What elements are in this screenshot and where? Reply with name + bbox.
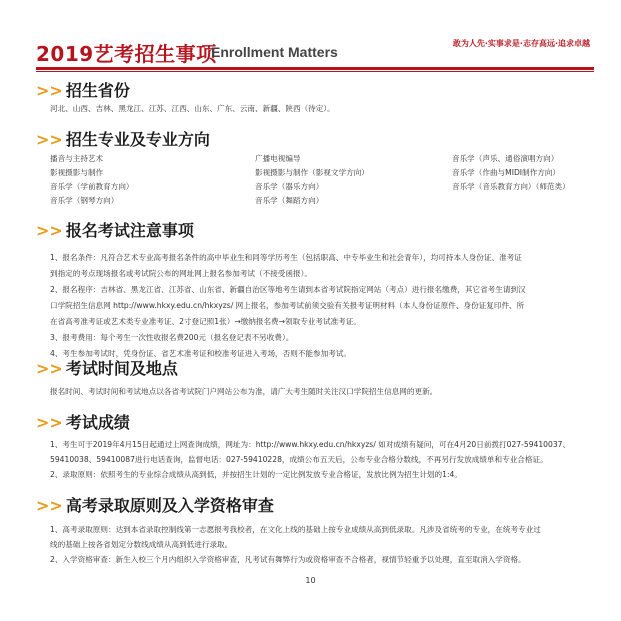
header-divider-thin bbox=[36, 71, 594, 72]
page-number: 10 bbox=[305, 576, 316, 585]
section-heading-schedule bbox=[36, 356, 178, 379]
provinces-text bbox=[50, 101, 600, 116]
majors-column-1 bbox=[50, 152, 134, 208]
provinces-list: 河北、山西、吉林、黑龙江、江苏、江西、山东、广东、云南、新疆、陕西（待定）。 bbox=[50, 104, 335, 113]
double-arrow-icon: >> bbox=[36, 221, 63, 240]
admission-line: 1、高考录取原则：达到本省录取控制线第一志愿报考我校者，在文化上线的基础上按专业成绩从高到低录取。凡涉及省统考的专业，在统考专业过 bbox=[50, 525, 541, 534]
school-motto: 敢为人先·实事求是·志存高远·追求卓越 bbox=[452, 39, 590, 48]
section-title: 报名考试注意事项 bbox=[65, 221, 194, 240]
page-title-english: Enrollment Matters bbox=[211, 44, 338, 60]
page-title: 2019艺考招生事项 bbox=[36, 42, 217, 66]
major-item: 音乐学（舞蹈方向） bbox=[255, 196, 324, 205]
major-item: 音乐学（钢琴方向） bbox=[50, 196, 119, 205]
results-text bbox=[50, 437, 600, 482]
double-arrow-icon: >> bbox=[36, 81, 63, 100]
header-divider bbox=[36, 67, 594, 70]
section-heading-majors bbox=[36, 127, 210, 150]
major-item: 影视摄影与制作 bbox=[50, 168, 104, 177]
schedule-paragraph: 报名时间、考试时间和考试地点以各省考试院门户网站公布为准，请广大考生随时关注汉口学院招生信息网的更新。 bbox=[50, 387, 438, 396]
results-line: 59410038、59410087进行电话查询，监督电话：027-59410228，成绩公布五天后，公布专业合格分数线，不再另行发放成绩单和专业合格证。 bbox=[50, 455, 548, 464]
major-item: 音乐学（器乐方向） bbox=[255, 182, 324, 191]
registration-line: 1、报名条件：凡符合艺术专业高考报名条件的高中毕业生和同等学历考生（包括职高、中专毕业生和社会青年），均可持本人身份证、准考证 bbox=[50, 253, 522, 262]
double-arrow-icon: >> bbox=[36, 413, 63, 432]
major-item: 音乐学（音乐教育方向）（师范类） bbox=[452, 182, 570, 191]
registration-line: 口学院招生信息网 http://www.hkxy.edu.cn/hkxyzs/ 网上报名，参加考试前须交验有关报考证明材料（本人身份证原件、身份证复印件、所 bbox=[50, 301, 525, 310]
registration-line: 3、报考费用：每个考生一次性收报名费200元（报名登记表不另收费）。 bbox=[50, 333, 294, 342]
major-item: 广播电视编导 bbox=[255, 154, 301, 163]
registration-line: 在省高考准考证或艺术类专业准考证、2寸登记照1张）→缴纳报名费→领取专业考试准考证。 bbox=[50, 317, 361, 326]
section-title: 考试时间及地点 bbox=[65, 359, 178, 378]
section-title: 招生专业及专业方向 bbox=[65, 130, 210, 149]
registration-text bbox=[50, 250, 600, 362]
section-title: 考试成绩 bbox=[65, 413, 130, 432]
admission-text bbox=[50, 522, 600, 567]
results-line: 1、考生可于2019年4月15日起通过上网查询成绩，网址为：http://www.hkxy.edu.cn/hkxyzs/ 如对成绩有疑问，可在4月20日前拨打027-59410037、 bbox=[50, 440, 571, 449]
schedule-text bbox=[50, 384, 600, 399]
registration-line: 到指定的考点现场报名或考试院公布的网址网上报名参加考试（不接受函报）。 bbox=[50, 269, 312, 278]
section-heading-results bbox=[36, 410, 130, 433]
section-title: 高考录取原则及入学资格审查 bbox=[65, 496, 274, 515]
double-arrow-icon: >> bbox=[36, 496, 63, 515]
admission-line: 2、入学资格审查：新生入校三个月内组织入学资格审查，凡考试有舞弊行为或资格审查不合格者，视情节轻重予以处理，直至取消入学资格。 bbox=[50, 555, 526, 564]
major-item: 音乐学（作曲与MIDI制作方向） bbox=[452, 168, 561, 177]
registration-line: 4、考生参加考试时，凭身份证、省艺术准考证和校准考证进入考场，否则不能参加考试。 bbox=[50, 349, 351, 358]
admission-line: 线的基础上按各省划定分数线成绩从高到低进行录取。 bbox=[50, 540, 233, 549]
double-arrow-icon: >> bbox=[36, 130, 63, 149]
section-heading-registration bbox=[36, 218, 194, 241]
majors-grid bbox=[50, 152, 595, 212]
major-item: 音乐学（声乐、通俗演唱方向） bbox=[452, 154, 559, 163]
major-item: 音乐学（学前教育方向） bbox=[50, 182, 134, 191]
double-arrow-icon: >> bbox=[36, 359, 63, 378]
registration-line: 2、报名程序：吉林省、黑龙江省、江苏省、山东省、新疆自治区等地考生请到本省考试院指定网站（考点）进行报名缴费，其它省考生请到汉 bbox=[50, 285, 526, 294]
major-item: 影视摄影与制作（影视文学方向） bbox=[255, 168, 369, 177]
section-heading-admission bbox=[36, 493, 274, 516]
major-item: 播音与主持艺术 bbox=[50, 154, 104, 163]
page-header bbox=[36, 33, 594, 67]
majors-column-3 bbox=[452, 152, 570, 194]
majors-column-2 bbox=[255, 152, 369, 208]
section-heading-provinces bbox=[36, 78, 130, 101]
results-line: 2、录取原则：依照考生的专业综合成绩从高到低，并按招生计划的一定比例发放专业合格证，发放比例为招生计划的1:4。 bbox=[50, 470, 462, 479]
section-title: 招生省份 bbox=[65, 81, 130, 100]
